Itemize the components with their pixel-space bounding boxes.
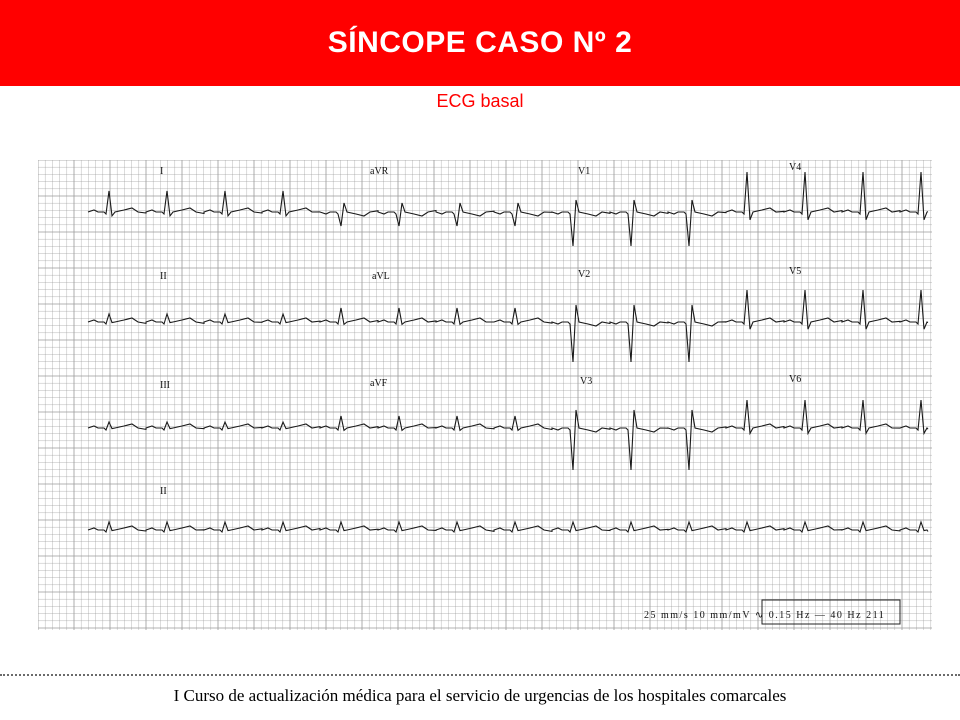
calibration-text: 25 mm/s 10 mm/mV ∿ 0.15 Hz — 40 Hz 211 (644, 610, 886, 621)
lead-label-v2: V2 (578, 269, 591, 280)
lead-label-v6: V6 (789, 374, 802, 385)
footer-text: I Curso de actualización médica para el servicio de urgencias de los hospitales comarcales (173, 686, 787, 705)
lead-label-v4: V4 (789, 162, 802, 173)
lead-label-avf: aVF (370, 378, 388, 389)
ecg-paper (38, 160, 932, 630)
lead-label-avr: aVR (370, 166, 389, 177)
page-title: SÍNCOPE CASO Nº 2 (327, 26, 633, 59)
lead-label-ii: II (160, 271, 167, 282)
lead-label-i: I (160, 166, 164, 177)
lead-label-v5: V5 (789, 266, 802, 277)
lead-label-ii-rhythm: II (160, 486, 167, 497)
lead-label-iii: III (160, 380, 170, 391)
footer-divider (0, 674, 960, 676)
lead-label-v1: V1 (578, 166, 591, 177)
lead-label-avl: aVL (372, 271, 390, 282)
ecg-strip (38, 160, 932, 630)
lead-label-v3: V3 (580, 376, 593, 387)
page-subtitle: ECG basal (436, 91, 524, 111)
